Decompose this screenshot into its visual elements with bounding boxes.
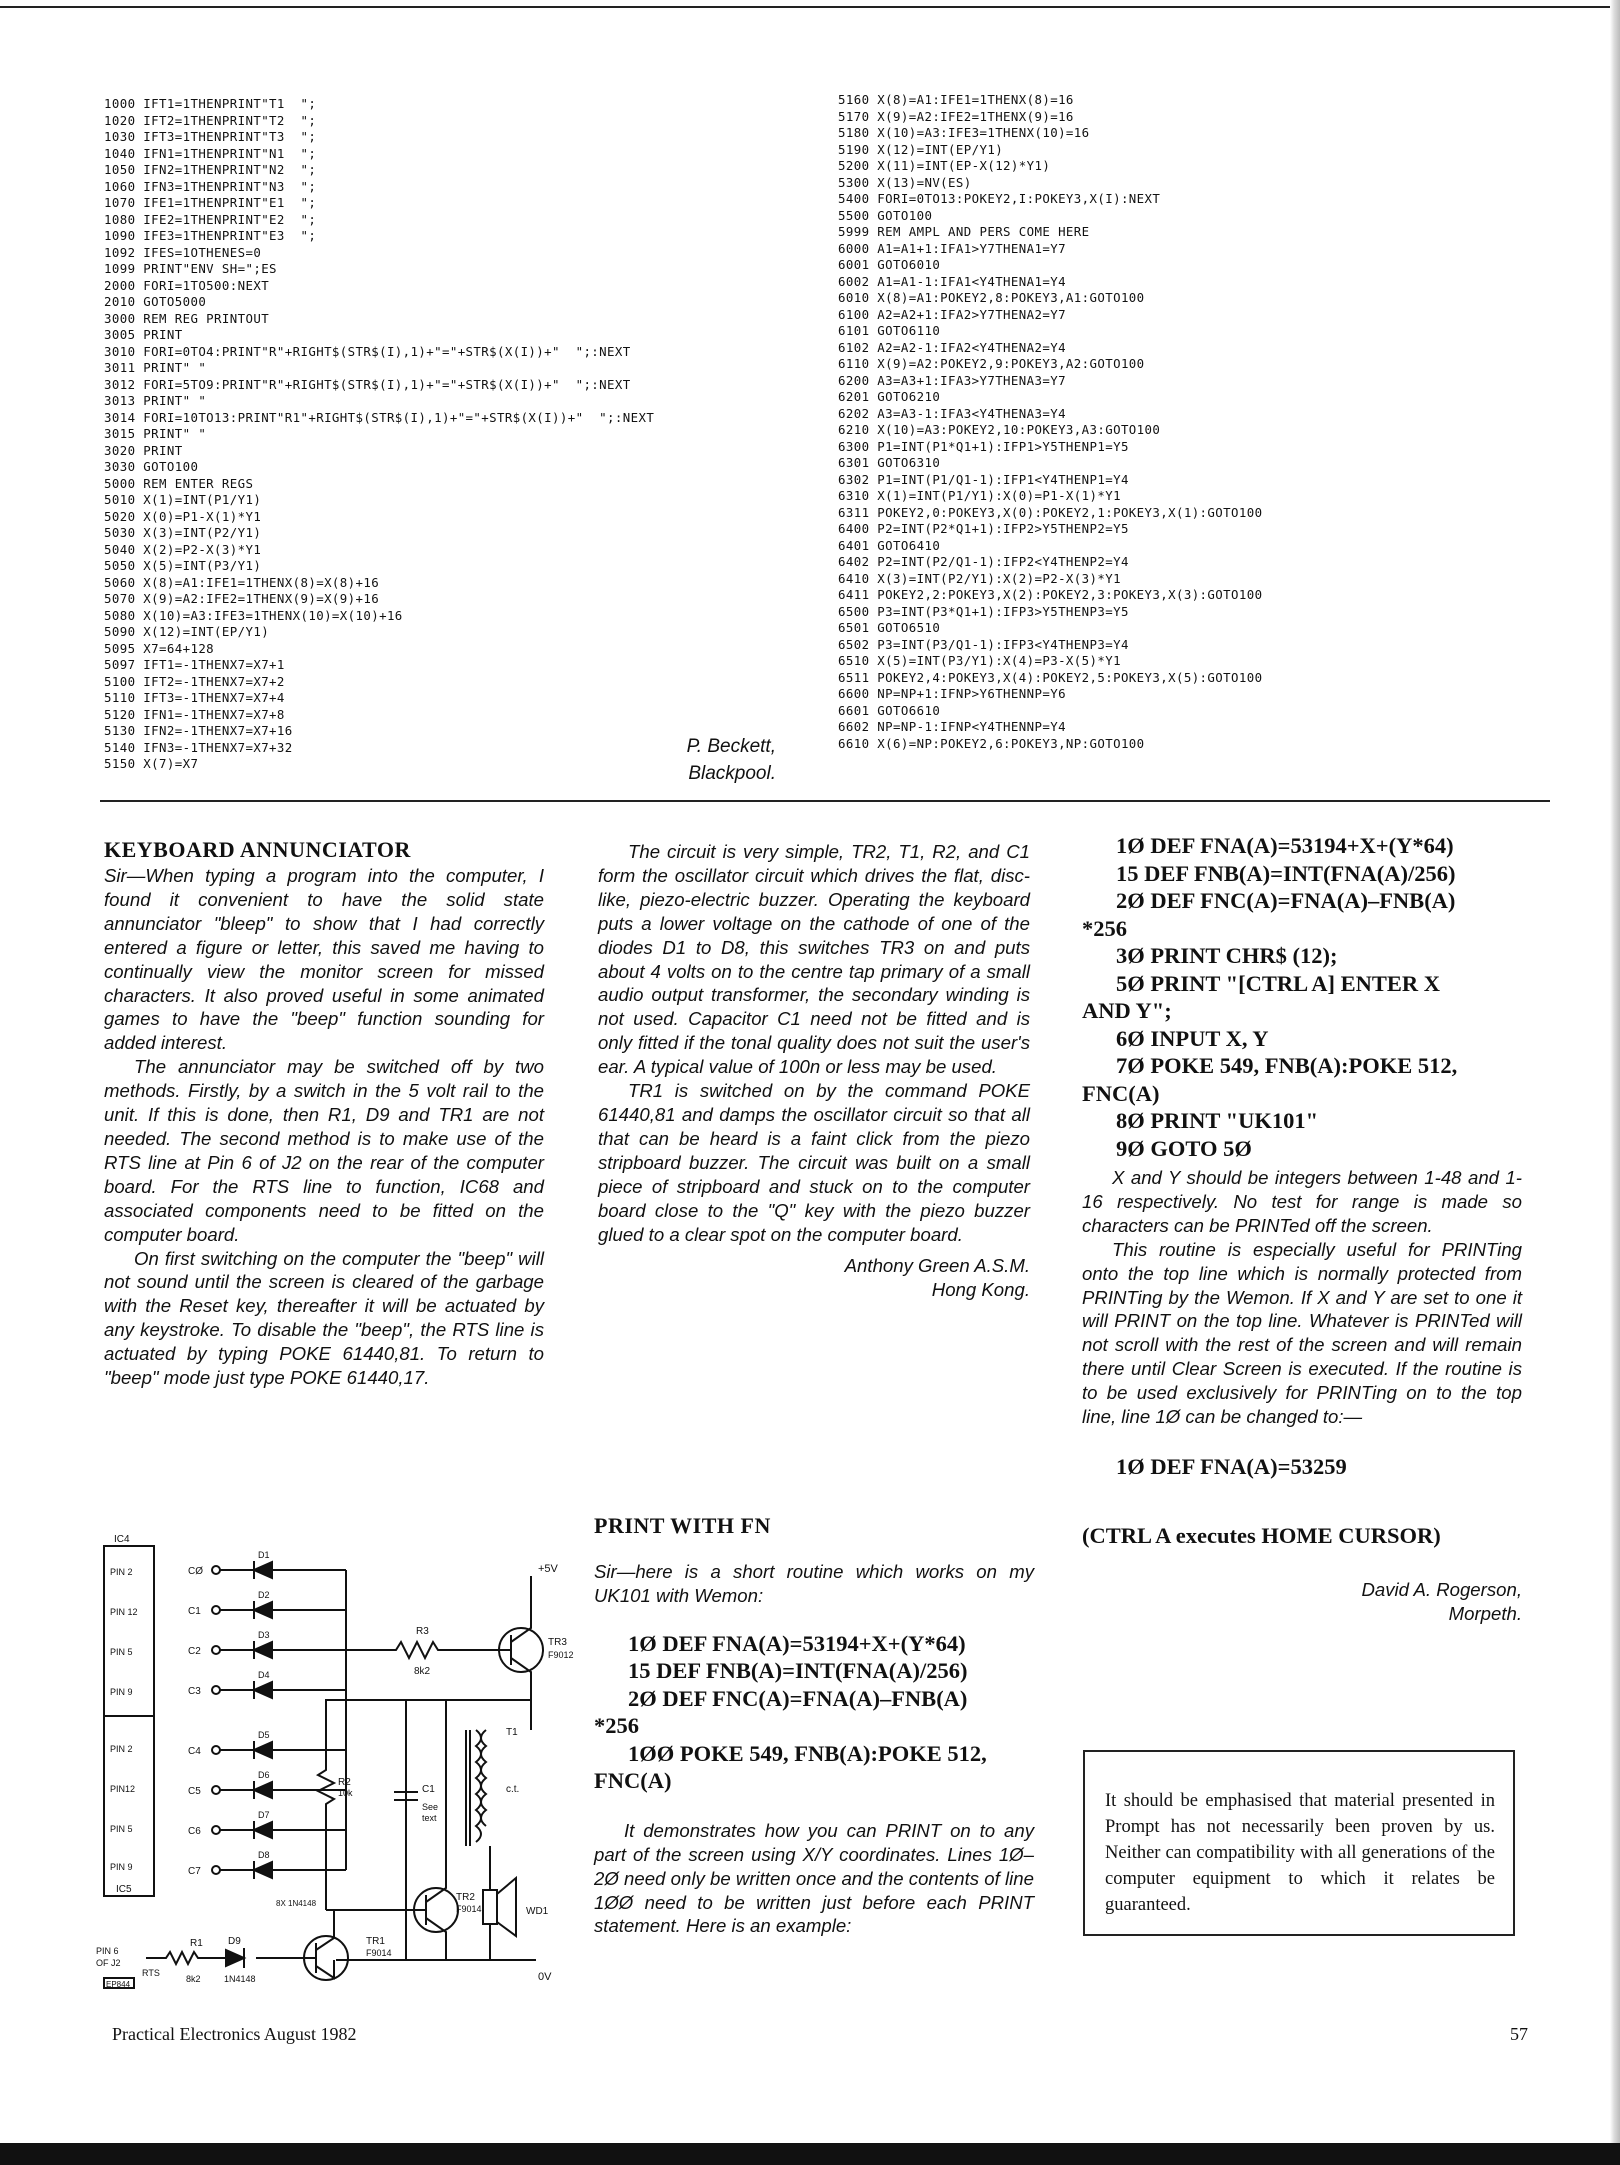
print-signature-name: David A. Rogerson,: [1361, 1578, 1522, 1600]
listing-line: 5120 IFN1=-1THENX7=X7+8: [104, 706, 285, 722]
r2-value: 10k: [338, 1788, 353, 1798]
listing-line: 1060 IFN3=1THENPRINT"N3 ";: [104, 178, 317, 194]
r3-label: R3: [416, 1626, 429, 1637]
disclaimer-box: [1083, 1750, 1515, 1936]
listing-line: 6110 X(9)=A2:POKEY2,9:POKEY3,A2:GOTO100: [838, 356, 1145, 371]
c-label: C1: [188, 1606, 201, 1617]
page-edge-shadow: [1610, 0, 1620, 2165]
listing-line: 3014 FORI=10TO13:PRINT"R1"+RIGHT$(STR$(I),1)+"="+STR$(X(I))+" ";:NEXT: [104, 409, 655, 425]
listing-line: 3010 FORI=0TO4:PRINT"R"+RIGHT$(STR$(I),1)+"="+STR$(X(I))+" ";:NEXT: [104, 343, 631, 359]
code-line: 15 DEF FNB(A)=INT(FNA(A)/256): [1116, 860, 1456, 886]
r1-label: R1: [190, 1938, 203, 1949]
code-line: 9Ø GOTO 5Ø: [1116, 1135, 1252, 1161]
code-line: 2Ø DEF FNC(A)=FNA(A)–FNB(A): [1116, 888, 1456, 913]
tr3-label: TR3: [548, 1637, 567, 1648]
t1-label: T1: [506, 1727, 518, 1738]
d-label: D1: [258, 1550, 270, 1560]
listing-line: 6601 GOTO6610: [838, 702, 941, 718]
listing-line: 5090 X(12)=INT(EP/Y1): [104, 624, 270, 639]
c-label: C3: [188, 1686, 201, 1697]
listing-line: 1070 IFE1=1THENPRINT"E1 ";: [104, 195, 317, 210]
code-line: AND Y";: [1082, 998, 1172, 1023]
code-line: FNC(A): [1082, 1080, 1160, 1106]
listing-line: 5050 X(5)=INT(P3/Y1): [104, 558, 262, 573]
tr3-type: F9012: [548, 1650, 574, 1660]
ct-label: c.t.: [506, 1784, 520, 1795]
keyboard-article-col1: [104, 836, 544, 1390]
listing-line: 5097 IFT1=-1THENX7=X7+1: [104, 657, 285, 672]
listing-line: 5000 REM ENTER REGS: [104, 475, 254, 491]
code-line: 1ØØ POKE 549, FNB(A):POKE 512,: [628, 1740, 987, 1766]
d-label: D5: [258, 1730, 270, 1740]
c-terminal: [212, 1606, 220, 1614]
listing-line: 5130 IFN2=-1THENX7=X7+16: [104, 723, 293, 738]
diode-symbol: [254, 1742, 272, 1758]
keyboard-para-4: The circuit is very simple, TR2, T1, R2, and C1 form the oscillator circuit which drives the flat, disc-like, piezo-electric buzzer. Operating the keyboard puts a lower voltage on the cathode of one of the diodes D1 to D8, this switches TR3 on and puts about 4 volts on to the centre tap primary of a small audio output transformer, the secondary winding is not used. Capacitor C1 need not be fitted and is only fitted if the tonal quality does not suit the user's ear. A typical value of 100n or less may be used.: [598, 841, 1030, 1078]
c-label: C6: [188, 1826, 201, 1837]
listing-line: 3005 PRINT: [104, 327, 183, 342]
listing-line: 5500 GOTO100: [838, 207, 933, 223]
listing-right: [838, 92, 1262, 752]
r3-resistor: [346, 1642, 496, 1658]
listing-line: 1020 IFT2=1THENPRINT"T2 ";: [104, 112, 317, 128]
listing-line: 5070 X(9)=A2:IFE2=1THENX(9)=X(9)+16: [104, 591, 380, 606]
code-line: 5Ø PRINT "[CTRL A] ENTER X: [1116, 970, 1440, 996]
listing-line: 5030 X(3)=INT(P2/Y1): [104, 525, 262, 540]
keyboard-para-1: Sir—When typing a program into the computer, I found it convenient to have the solid state annunciator "bleep" to show that I had correctly entered a figure or letter, this saved me having to continually view the monitor screen for missed characters. It also proved useful in some animated games to have the "beep" function sounding for added interest.: [104, 865, 544, 1054]
listing-line: 6010 X(8)=A1:POKEY2,8:POKEY3,A1:GOTO100: [838, 290, 1145, 305]
listing-line: 6200 A3=A3+1:IFA3>Y7THENA3=Y7: [838, 372, 1066, 388]
listing-line: 5060 X(8)=A1:IFE1=1THENX(8)=X(8)+16: [104, 574, 380, 590]
code-line: 1Ø DEF FNA(A)=53194+X+(Y*64): [1116, 833, 1454, 858]
listing-line: 2010 GOTO5000: [104, 294, 207, 309]
listing-line: 6302 P1=INT(P1/Q1-1):IFP1<Y4THENP1=Y4: [838, 471, 1129, 487]
listing-line: 5100 IFT2=-1THENX7=X7+2: [104, 673, 285, 689]
listing-line: 6300 P1=INT(P1*Q1+1):IFP1>Y5THENP1=Y5: [838, 438, 1129, 454]
print-signature-place: Morpeth.: [1448, 1602, 1522, 1624]
listing-line: 5170 X(9)=A2:IFE2=1THENX(9)=16: [838, 108, 1074, 124]
ic4-pin: PIN 9: [110, 1687, 133, 1697]
listing-line: 5999 REM AMPL AND PERS COME HERE: [838, 224, 1090, 239]
listing-line: 1080 IFE2=1THENPRINT"E2 ";: [104, 211, 317, 227]
listing-line: 1000 IFT1=1THENPRINT"T1 ";: [104, 96, 317, 111]
listing-line: 6310 X(1)=INT(P1/Y1):X(0)=P1-X(1)*Y1: [838, 488, 1121, 503]
r1-resistor: [146, 1952, 276, 1964]
code-line: 3Ø PRINT CHR$ (12);: [1116, 943, 1338, 968]
tr1-label: TR1: [366, 1936, 385, 1947]
c1-see: See: [422, 1802, 439, 1812]
listing-line: 6502 P3=INT(P3/Q1-1):IFP3<Y4THENP3=Y4: [838, 636, 1129, 652]
listing-line: 5020 X(0)=P1-X(1)*Y1: [104, 508, 262, 524]
listing-line: 1050 IFN2=1THENPRINT"N2 ";: [104, 162, 317, 177]
vzero-label: 0V: [538, 1971, 552, 1983]
tr1-type: F9014: [366, 1948, 392, 1958]
c1-label: C1: [422, 1784, 435, 1795]
keyboard-heading: KEYBOARD ANNUNCIATOR: [104, 837, 411, 862]
keyboard-signature-place: Hong Kong.: [931, 1279, 1030, 1301]
listing-line: 5400 FORI=0TO13:POKEY2,I:POKEY3,X(I):NEXT: [838, 191, 1161, 206]
rts-label: RTS: [142, 1968, 160, 1978]
ic4-pin: PIN 12: [110, 1607, 138, 1617]
listing-line: 6510 X(5)=INT(P3/Y1):X(4)=P3-X(5)*Y1: [838, 653, 1121, 668]
code-line: 7Ø POKE 549, FNB(A):POKE 512,: [1116, 1053, 1458, 1078]
listing-line: 1090 IFE3=1THENPRINT"E3 ";: [104, 228, 317, 243]
c-label: C7: [188, 1866, 201, 1877]
listing-line: 5200 X(11)=INT(EP-X(12)*Y1): [838, 158, 1051, 173]
print-heading: PRINT WITH FN: [594, 1513, 771, 1538]
diode-symbol: [254, 1682, 272, 1698]
footer-publication: Practical Electronics August 1982: [112, 2024, 357, 2044]
diode-note: 8X 1N4148: [276, 1899, 317, 1908]
listing-line: 5095 X7=64+128: [104, 640, 215, 656]
listing-line: 6511 POKEY2,4:POKEY3,X(4):POKEY2,5:POKEY3,X(5):GOTO100: [838, 669, 1263, 685]
print-note: (CTRL A executes HOME CURSOR): [1082, 1523, 1441, 1549]
listing-line: 5150 X(7)=X7: [104, 756, 199, 771]
listing-line: 6101 GOTO6110: [838, 323, 941, 338]
listing-signature: [650, 733, 776, 787]
listing-line: 6001 GOTO6010: [838, 257, 941, 272]
diode-symbol: [254, 1562, 272, 1578]
disclaimer-text: It should be emphasised that material presented in Prompt has not necessarily been proven by us. Neither can compatibility with all generations of the computer equipment to which it relates be guaranteed.: [1105, 1791, 1495, 1915]
listing-line: 6402 P2=INT(P2/Q1-1):IFP2<Y4THENP2=Y4: [838, 554, 1129, 569]
c-terminal: [212, 1646, 220, 1654]
footer-page-number: 57: [1510, 2024, 1528, 2044]
listing-line: 5140 IFN3=-1THENX7=X7+32: [104, 739, 293, 755]
circuit-schematic: [76, 1530, 576, 1990]
d9-type: 1N4148: [224, 1974, 256, 1984]
ic4-pin: PIN 2: [110, 1567, 133, 1577]
listing-line: 5040 X(2)=P2-X(3)*Y1: [104, 541, 262, 557]
keyboard-signature-name: Anthony Green A.S.M.: [844, 1255, 1030, 1277]
print-para-2: X and Y should be integers between 1-48 and 1-16 respectively. No test for range is made so characters can be PRINTed off the screen.: [1082, 1167, 1522, 1236]
c-label: C2: [188, 1646, 201, 1657]
d9-diode: [226, 1950, 244, 1966]
listing-line: 3000 REM REG PRINTOUT: [104, 310, 270, 326]
listing-line: 1030 IFT3=1THENPRINT"T3 ";: [104, 129, 317, 144]
c-terminal: [212, 1866, 220, 1874]
ofj2-label: OF J2: [96, 1958, 121, 1968]
listing-line: 3020 PRINT: [104, 442, 183, 458]
speaker-icon: [497, 1878, 516, 1936]
print-code-2: [1082, 832, 1522, 1162]
listing-line: 1092 IFES=1OTHENES=0: [104, 244, 262, 260]
code-line: *256: [594, 1713, 639, 1739]
d9-label: D9: [228, 1936, 241, 1947]
code-line: 15 DEF FNB(A)=INT(FNA(A)/256): [628, 1658, 968, 1684]
wd1-label: WD1: [526, 1906, 549, 1917]
listing-signature-name: P. Beckett,: [686, 736, 776, 757]
r3-value: 8k2: [414, 1666, 431, 1677]
d-label: D2: [258, 1590, 270, 1600]
listing-line: 6210 X(10)=A3:POKEY2,10:POKEY3,A3:GOTO100: [838, 422, 1161, 437]
listing-line: 6401 GOTO6410: [838, 537, 941, 553]
tr2-type: F9014: [456, 1904, 482, 1914]
listing-line: 1099 PRINT"ENV SH=";ES: [104, 261, 277, 276]
print-article-start: [594, 1512, 1034, 1938]
print-para-3: This routine is especially useful for PRINTing onto the top line which is normally protected from PRINTing by the Wemon. If X and Y are set to one it will PRINT on the top line. Whatever is PRINTed will not scroll with the rest of the screen and will remain there until Clear Screen is executed. If the routine is to be used exclusively for PRINTing on to the top line, line 1Ø can be changed to:—: [1082, 1238, 1522, 1428]
listing-line: 6610 X(6)=NP:POKEY2,6:POKEY3,NP:GOTO100: [838, 735, 1145, 751]
ic4-label: IC4: [114, 1534, 130, 1545]
code-line: 6Ø INPUT X, Y: [1116, 1025, 1269, 1051]
listing-line: 3013 PRINT" ": [104, 393, 207, 408]
d-label: D8: [258, 1850, 270, 1860]
listing-line: 5300 X(13)=NV(ES): [838, 174, 972, 190]
section-rule: [100, 800, 1550, 802]
diode-symbol: [254, 1642, 272, 1658]
listing-line: 1040 IFN1=1THENPRINT"N1 ";: [104, 145, 317, 161]
print-code-3: 1Ø DEF FNA(A)=53259: [1116, 1453, 1347, 1479]
keyboard-para-5: TR1 is switched on by the command POKE 61440,81 and damps the oscillator circuit so that all that can be heard is a faint click from the piezo stripboard buzzer. The circuit was built on a small piece of stripboard and stuck on to the computer board close to the "Q" key with the piezo buzzer glued to a clear spot on the computer board.: [598, 1080, 1030, 1245]
pin6-label: PIN 6: [96, 1946, 119, 1956]
listing-line: 3015 PRINT" ": [104, 426, 207, 441]
keyboard-para-2: The annunciator may be switched off by two methods. Firstly, by a switch in the 5 volt rail to the unit. If this is done, then R1, D9 and TR1 are not needed. The second method is to make use of the RTS line at Pin 6 of J2 on the rear of the computer board. For the RTS line to function, IC68 and associated components need to be fitted on the computer board.: [104, 1056, 544, 1245]
print-code-1: [594, 1630, 1034, 1795]
diode-symbol: [254, 1782, 272, 1798]
listing-line: 6602 NP=NP-1:IFNP<Y4THENNP=Y4: [838, 719, 1066, 734]
listing-line: 6002 A1=A1-1:IFA1<Y4THENA1=Y4: [838, 273, 1066, 289]
keyboard-para-3: On first switching on the computer the "beep" will not sound until the screen is cleared of the garbage with the Reset key, thereafter it will be actuated by any keystroke. To disable the "beep", the RTS line is actuated by typing POKE 61440,81. To return to "beep" mode just type POKE 61440,17.: [104, 1247, 544, 1389]
figure-number: EP844: [106, 1980, 131, 1989]
listing-line: 3030 GOTO100: [104, 459, 199, 474]
ic5-pin: PIN 5: [110, 1824, 133, 1834]
ic5-pin: PIN 9: [110, 1862, 133, 1872]
listing-line: 6501 GOTO6510: [838, 620, 941, 635]
listing-line: 6201 GOTO6210: [838, 389, 941, 404]
listing-line: 6100 A2=A2+1:IFA2>Y7THENA2=Y7: [838, 306, 1066, 322]
diode-symbol: [254, 1602, 272, 1618]
listing-line: 5160 X(8)=A1:IFE1=1THENX(8)=16: [838, 92, 1074, 107]
listing-line: 5110 IFT3=-1THENX7=X7+4: [104, 690, 285, 705]
print-article-col3: [1082, 832, 1522, 1626]
keyboard-article-col2: [598, 840, 1030, 1302]
ic4-pin: PIN 5: [110, 1647, 133, 1657]
listing-left: [104, 96, 654, 773]
listing-line: 6400 P2=INT(P2*Q1+1):IFP2>Y5THENP2=Y5: [838, 521, 1129, 536]
listing-signature-place: Blackpool.: [688, 763, 776, 784]
listing-line: 6000 A1=A1+1:IFA1>Y7THENA1=Y7: [838, 240, 1066, 256]
c-label: C4: [188, 1746, 201, 1757]
code-line: 8Ø PRINT "UK101": [1116, 1108, 1319, 1133]
c-terminal: [212, 1566, 220, 1574]
print-intro: Sir—here is a short routine which works on my UK101 with Wemon:: [594, 1561, 1034, 1606]
listing-line: 6102 A2=A2-1:IFA2<Y4THENA2=Y4: [838, 339, 1066, 355]
ic5-pin: PIN12: [110, 1784, 136, 1794]
code-line: 1Ø DEF FNA(A)=53194+X+(Y*64): [628, 1630, 966, 1656]
c-terminal: [212, 1746, 220, 1754]
d-label: D6: [258, 1770, 270, 1780]
listing-line: 5190 X(12)=INT(EP/Y1): [838, 141, 1004, 157]
c-terminal: [212, 1786, 220, 1794]
c-terminal: [212, 1826, 220, 1834]
listing-line: 6202 A3=A3-1:IFA3<Y4THENA3=Y4: [838, 405, 1066, 421]
code-line: FNC(A): [594, 1768, 672, 1794]
code-line: 2Ø DEF FNC(A)=FNA(A)–FNB(A): [628, 1685, 968, 1711]
listing-line: 5180 X(10)=A3:IFE3=1THENX(10)=16: [838, 125, 1090, 140]
listing-line: 6301 GOTO6310: [838, 455, 941, 470]
code-line: *256: [1082, 915, 1127, 941]
vplus-label: +5V: [538, 1563, 558, 1575]
listing-line: 5080 X(10)=A3:IFE3=1THENX(10)=X(10)+16: [104, 607, 403, 623]
listing-line: 6410 X(3)=INT(P2/Y1):X(2)=P2-X(3)*Y1: [838, 570, 1121, 586]
diode-symbol: [254, 1822, 272, 1838]
c1-text: text: [422, 1813, 437, 1823]
d-label: D7: [258, 1810, 270, 1820]
wd1-buzzer: [483, 1890, 497, 1924]
diode-symbol: [254, 1862, 272, 1878]
c-label: CØ: [188, 1566, 203, 1577]
top-rule: [0, 6, 1620, 8]
listing-line: 6411 POKEY2,2:POKEY3,X(2):POKEY2,3:POKEY3,X(3):GOTO100: [838, 587, 1263, 602]
listing-line: 3011 PRINT" ": [104, 360, 207, 375]
r1-value: 8k2: [186, 1974, 201, 1984]
listing-line: 3012 FORI=5TO9:PRINT"R"+RIGHT$(STR$(I),1)+"="+STR$(X(I))+" ";:NEXT: [104, 376, 631, 392]
listing-line: 6311 POKEY2,0:POKEY3,X(0):POKEY2,1:POKEY3,X(1):GOTO100: [838, 504, 1263, 520]
bottom-edge: [0, 2143, 1620, 2165]
listing-line: 5010 X(1)=INT(P1/Y1): [104, 492, 262, 507]
ic5-label: IC5: [116, 1884, 132, 1895]
d-label: D3: [258, 1630, 270, 1640]
print-after-code: It demonstrates how you can PRINT on to any part of the screen using X/Y coordinates. Lines 1Ø–2Ø need only be written once and the contents of line 1ØØ need to be written just before each PRINT statement. Here is an example:: [594, 1819, 1034, 1937]
c-label: C5: [188, 1786, 201, 1797]
listing-line: 6500 P3=INT(P3*Q1+1):IFP3>Y5THENP3=Y5: [838, 603, 1129, 619]
tr2-label: TR2: [456, 1892, 475, 1903]
r2-label: R2: [338, 1777, 351, 1788]
ic5-pin: PIN 2: [110, 1744, 133, 1754]
listing-line: 6600 NP=NP+1:IFNP>Y6THENNP=Y6: [838, 686, 1066, 701]
c-terminal: [212, 1686, 220, 1694]
d-label: D4: [258, 1670, 270, 1680]
listing-line: 2000 FORI=1TO500:NEXT: [104, 277, 270, 293]
